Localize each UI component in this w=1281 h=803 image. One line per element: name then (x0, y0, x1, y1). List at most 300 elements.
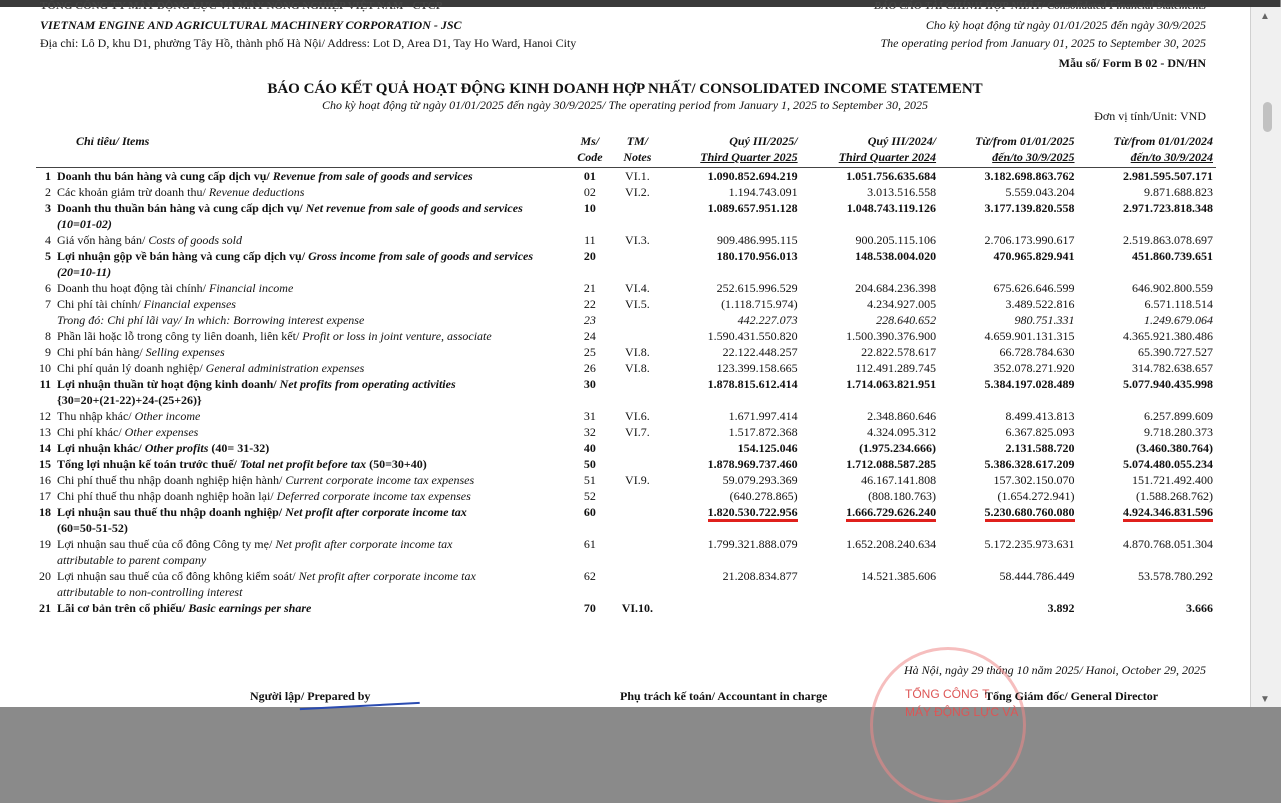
item-formula: {30=20+(21-22)+24-(25+26)} (57, 393, 202, 407)
table-row (36, 568, 1216, 600)
q3-2024-cell (801, 440, 939, 456)
row-number: 19 (39, 537, 51, 551)
item-label-vn: Lợi nhuận thuần từ hoạt động kinh doanh/ (57, 377, 277, 391)
q3-2024-cell (801, 456, 939, 472)
table-row (36, 504, 1216, 536)
item-label-vn: Giá vốn hàng bán/ (57, 233, 146, 247)
row-number: 11 (39, 377, 51, 391)
q3-2024-cell-value: 1.500.390.376.900 (846, 329, 937, 343)
q3-2025-cell-value: 59.079.293.369 (722, 473, 798, 487)
code-cell-value: 51 (583, 473, 596, 487)
ytd-2024-cell (1078, 408, 1216, 424)
q3-2024-cell (801, 184, 939, 200)
ytd-2024-cell (1078, 536, 1216, 568)
q3-2025-cell-value: 1.671.997.414 (728, 409, 798, 423)
ytd-2025-cell (939, 312, 1077, 328)
ytd-2025-cell (939, 504, 1077, 536)
ytd-2024-cell (1078, 472, 1216, 488)
ytd-2025-cell-value: 8.499.413.813 (1005, 409, 1075, 423)
q3-2024-cell-value: 46.167.141.808 (861, 473, 937, 487)
q3-2024-cell-value: 228.640.652 (876, 313, 937, 327)
ytd-2025-cell-value: 4.659.901.131.315 (984, 329, 1075, 343)
row-number: 15 (39, 457, 51, 471)
q3-2024-cell (801, 360, 939, 376)
code-cell (567, 568, 612, 600)
item-formula: (10=01-02) (57, 217, 112, 231)
q3-2024-cell (801, 344, 939, 360)
ytd-2025-cell (939, 328, 1077, 344)
code-cell-value: 02 (583, 185, 596, 199)
prepared-by-label: Người lập/ Prepared by (250, 689, 371, 703)
q3-2025-cell (662, 232, 800, 248)
q3-2025-cell (662, 456, 800, 472)
header-notes: TM/ Notes (623, 134, 652, 164)
q3-2025-cell (662, 184, 800, 200)
q3-2025-cell (662, 360, 800, 376)
q3-2024-cell (801, 472, 939, 488)
ytd-2024-cell (1078, 488, 1216, 504)
ytd-2024-cell-value: 9.871.688.823 (1144, 185, 1213, 199)
q3-2024-cell-value: 1.652.208.240.634 (846, 537, 937, 551)
accountant-label: Phụ trách kế toán/ Accountant in charge (620, 689, 828, 703)
ytd-2025-cell-value: 5.172.235.973.631 (984, 537, 1075, 551)
item-label-vn: Lợi nhuận khác/ (57, 441, 142, 455)
notes-cell (613, 344, 663, 360)
notes-cell (613, 296, 663, 312)
ytd-2025-cell (939, 232, 1077, 248)
row-item-name (54, 536, 567, 568)
q3-2024-cell-value: 22.822.578.617 (861, 345, 937, 359)
notes-cell-value: VI.1. (625, 169, 650, 183)
row-item-name (54, 600, 567, 616)
table-row (36, 376, 1216, 408)
item-label-vn: Doanh thu bán hàng và cung cấp dịch vụ/ (57, 169, 270, 183)
code-cell (567, 232, 612, 248)
item-label-en: Financial income (205, 281, 294, 295)
code-cell-value: 23 (583, 313, 596, 327)
notes-cell-value: VI.9. (625, 473, 650, 487)
table-row (36, 248, 1216, 280)
q3-2025-cell-value: 1.878.815.612.414 (707, 377, 798, 391)
q3-2025-cell-value: (640.278.865) (729, 489, 798, 503)
q3-2024-cell (801, 568, 939, 600)
ytd-2025-cell (939, 296, 1077, 312)
scroll-up-arrow-icon[interactable]: ▲ (1260, 11, 1270, 22)
ytd-2025-cell (939, 344, 1077, 360)
item-label-en: Gross income from sale of goods and services (305, 249, 534, 263)
q3-2024-cell-value: 1.714.063.821.951 (846, 377, 937, 391)
item-label-en: Revenue from sale of goods and services (269, 169, 473, 183)
item-label-vn: Lợi nhuận sau thuế thu nhập doanh nghiệp/ (57, 505, 283, 519)
row-item-name (54, 296, 567, 312)
company-name-vn: TỔNG CÔNG TY MÁY ĐỘNG LỰC VÀ MÁY NÔNG NGHIỆP VIỆT NAM - CTCP (40, 0, 443, 12)
table-body (36, 168, 1216, 617)
ytd-2025-cell-value: 58.444.786.449 (999, 569, 1075, 583)
item-label-vn: Lợi nhuận sau thuế của cổ đông Công ty mẹ/ (57, 537, 273, 551)
ytd-2025-cell-value: 157.302.150.070 (993, 473, 1075, 487)
ytd-2025-cell (939, 440, 1077, 456)
code-cell (567, 536, 612, 568)
notes-cell (613, 488, 663, 504)
ytd-2024-cell (1078, 328, 1216, 344)
row-item-name (54, 504, 567, 536)
notes-cell (613, 200, 663, 232)
code-cell (567, 184, 612, 200)
code-cell-value: 50 (583, 457, 596, 471)
ytd-2024-cell-value: (1.588.268.762) (1136, 489, 1213, 503)
item-formula: (40= 31-32) (208, 441, 270, 455)
header-ytd-2024: Từ/from 01/01/2024 đến/to 30/9/2024 (1113, 134, 1213, 164)
item-formula: (60=50-51-52) (57, 521, 128, 535)
item-label-en: Deferred corporate income tax expenses (273, 489, 471, 503)
code-cell (567, 168, 612, 185)
ytd-2024-cell (1078, 168, 1216, 185)
item-label-en: Selling expenses (142, 345, 225, 359)
q3-2025-cell (662, 376, 800, 408)
code-cell-value: 31 (583, 409, 596, 423)
item-label-vn: Chi phí thuế thu nhập doanh nghiệp hiện hành/ (57, 473, 283, 487)
item-label-en: Profit or loss in joint venture, associate (299, 329, 492, 343)
ytd-2024-cell-value: 151.721.492.400 (1132, 473, 1213, 487)
ytd-2024-cell-value: 6.571.118.514 (1144, 297, 1213, 311)
q3-2025-cell (662, 248, 800, 280)
code-cell-value: 21 (583, 281, 596, 295)
ytd-2025-cell (939, 360, 1077, 376)
header-ytd-2025: Từ/from 01/01/2025 đến/to 30/9/2025 (974, 134, 1075, 164)
ytd-2025-cell-value: 675.626.646.599 (993, 281, 1075, 295)
q3-2024-cell (801, 248, 939, 280)
code-cell-value: 24 (583, 329, 596, 343)
ytd-2025-cell (939, 536, 1077, 568)
table-row (36, 328, 1216, 344)
item-label-vn: Chi phí tài chính/ (57, 297, 141, 311)
item-formula: (20=10-11) (57, 265, 112, 279)
q3-2025-cell-value: 1.820.530.722.956 (708, 505, 798, 522)
q3-2025-cell-value: 1.799.321.888.079 (707, 537, 798, 551)
row-number: 4 (45, 233, 51, 247)
ytd-2024-cell (1078, 360, 1216, 376)
q3-2025-cell (662, 344, 800, 360)
ytd-2025-cell (939, 456, 1077, 472)
item-label-vn: Doanh thu thuần bán hàng và cung cấp dịch vụ/ (57, 201, 303, 215)
notes-cell (613, 328, 663, 344)
notes-cell-value: VI.10. (621, 601, 654, 615)
period-en: The operating period from January 01, 2025 to September 30, 2025 (880, 36, 1206, 50)
q3-2025-cell (662, 600, 800, 616)
row-number: 13 (39, 425, 51, 439)
code-cell-value: 52 (583, 489, 596, 503)
code-cell-value: 30 (583, 377, 596, 391)
q3-2025-cell (662, 440, 800, 456)
company-name-en: VIETNAM ENGINE AND AGRICULTURAL MACHINERY CORPORATION - JSC (40, 18, 462, 32)
notes-cell-value: VI.3. (625, 233, 650, 247)
ytd-2025-cell (939, 280, 1077, 296)
q3-2025-cell-value: 1.517.872.368 (728, 425, 798, 439)
ytd-2025-cell-value: 3.182.698.863.762 (984, 169, 1075, 183)
item-label-vn: Chi phí khác/ (57, 425, 122, 439)
notes-cell (613, 600, 663, 616)
q3-2025-cell (662, 488, 800, 504)
row-item-name (54, 376, 567, 408)
ytd-2024-cell-value: 2.519.863.078.697 (1123, 233, 1213, 247)
company-seal (870, 647, 1026, 803)
q3-2024-cell-value: 1.712.088.587.285 (846, 457, 937, 471)
scroll-down-arrow-icon[interactable]: ▼ (1260, 694, 1270, 705)
ytd-2024-cell (1078, 344, 1216, 360)
item-label-en: Current corporate income tax expenses (282, 473, 475, 487)
q3-2024-cell (801, 376, 939, 408)
q3-2024-cell-value: 2.348.860.646 (867, 409, 937, 423)
q3-2024-cell-value: 112.491.289.745 (855, 361, 937, 375)
notes-cell-value: VI.4. (625, 281, 650, 295)
row-item-name (54, 456, 567, 472)
row-number: 6 (45, 281, 51, 295)
ytd-2024-cell (1078, 184, 1216, 200)
q3-2024-cell-value: 14.521.385.606 (861, 569, 937, 583)
q3-2025-cell (662, 328, 800, 344)
row-item-name (54, 344, 567, 360)
code-cell (567, 376, 612, 408)
code-cell-value: 61 (583, 537, 596, 551)
q3-2024-cell-value: 1.048.743.119.126 (846, 201, 937, 215)
code-cell (567, 312, 612, 328)
row-number: 2 (45, 185, 51, 199)
row-item-name (54, 168, 567, 185)
ytd-2024-cell-value: 1.249.679.064 (1144, 313, 1213, 327)
q3-2024-cell (801, 488, 939, 504)
q3-2025-cell (662, 472, 800, 488)
period-vn: Cho kỳ hoạt động từ ngày 01/01/2025 đến ngày 30/9/2025 (925, 18, 1206, 32)
q3-2024-cell (801, 280, 939, 296)
ytd-2024-cell (1078, 568, 1216, 600)
unit-label: Đơn vị tính/Unit: VND (1094, 109, 1206, 123)
ytd-2025-cell-value: 3.177.139.820.558 (984, 201, 1075, 215)
row-number: 5 (45, 249, 51, 263)
form-number: Mẫu số/ Form B 02 - DN/HN (1058, 56, 1206, 70)
ytd-2025-cell-value: 5.230.680.760.080 (985, 505, 1075, 522)
q3-2024-cell-value: 1.666.729.626.240 (846, 505, 936, 522)
table-row (36, 600, 1216, 616)
row-number: 21 (39, 601, 51, 615)
q3-2025-cell (662, 424, 800, 440)
q3-2025-cell-value: 1.089.657.951.128 (707, 201, 798, 215)
notes-cell (613, 312, 663, 328)
code-cell (567, 328, 612, 344)
ytd-2025-cell (939, 376, 1077, 408)
q3-2025-cell-value: 22.122.448.257 (722, 345, 798, 359)
ytd-2024-cell-value: 2.981.595.507.171 (1123, 169, 1213, 183)
ytd-2024-cell-value: 4.870.768.051.304 (1123, 537, 1213, 551)
q3-2024-cell-value: 900.205.115.106 (855, 233, 937, 247)
q3-2025-cell-value: 909.486.995.115 (717, 233, 798, 247)
report-subtitle: Cho kỳ hoạt động từ ngày 01/01/2025 đến ngày 30/9/2025/ The operating period from January 1, 2025 to September 30, 2025 (321, 98, 929, 112)
header-q3-2024: Quý III/2024/ Third Quarter 2024 (838, 134, 937, 164)
ytd-2024-cell-value: 3.666 (1186, 601, 1213, 615)
ytd-2024-cell-value: (3.460.380.764) (1136, 441, 1213, 455)
ytd-2025-cell-value: 5.384.197.028.489 (984, 377, 1075, 391)
report-type-header: BÁO CÁO TÀI CHÍNH HỢP NHẤT/ Consolidated Financial Statements (873, 0, 1206, 12)
code-cell (567, 424, 612, 440)
ytd-2025-cell-value: 6.367.825.093 (1005, 425, 1075, 439)
code-cell (567, 440, 612, 456)
row-number: 16 (39, 473, 51, 487)
ytd-2024-cell (1078, 200, 1216, 232)
ytd-2024-cell-value: 5.077.940.435.998 (1123, 377, 1213, 391)
item-label-en: Net profit after corporate income tax (272, 537, 453, 551)
ytd-2024-cell-value: 2.971.723.818.348 (1123, 201, 1213, 215)
ytd-2024-cell-value: 451.860.739.651 (1132, 249, 1213, 263)
ytd-2025-cell (939, 424, 1077, 440)
q3-2025-cell-value: 21.208.834.877 (722, 569, 798, 583)
item-label-vn: Trong đó: Chi phí lãi vay/ In which: Borrowing interest expense (57, 313, 365, 327)
item-label-en: Financial expenses (140, 297, 236, 311)
vertical-scrollbar[interactable] (1250, 7, 1281, 707)
notes-cell (613, 280, 663, 296)
code-cell-value: 70 (583, 601, 596, 615)
notes-cell (613, 536, 663, 568)
ytd-2024-cell (1078, 312, 1216, 328)
ytd-2025-cell (939, 248, 1077, 280)
q3-2024-cell-value: 4.324.095.312 (867, 425, 937, 439)
item-label-en: Other expenses (121, 425, 199, 439)
q3-2025-cell-value: 1.090.852.694.219 (707, 169, 798, 183)
notes-cell (613, 472, 663, 488)
notes-cell-value: VI.7. (625, 425, 650, 439)
row-item-name (54, 488, 567, 504)
ytd-2024-cell (1078, 280, 1216, 296)
item-label-en: Net revenue from sale of goods and services (302, 201, 523, 215)
q3-2024-cell-value: (1.975.234.666) (859, 441, 937, 455)
header-no (36, 131, 54, 168)
ytd-2025-cell (939, 408, 1077, 424)
item-formula: attributable to non-controlling interest (57, 585, 243, 599)
code-cell-value: 40 (583, 441, 596, 455)
row-number: 9 (45, 345, 51, 359)
ytd-2025-cell-value: 980.751.331 (1014, 313, 1075, 327)
code-cell (567, 280, 612, 296)
q3-2025-cell (662, 168, 800, 185)
signature-stroke (300, 702, 420, 718)
scrollbar-thumb[interactable] (1263, 102, 1272, 132)
ytd-2024-cell-value: 5.074.480.055.234 (1123, 457, 1213, 471)
ytd-2024-cell (1078, 248, 1216, 280)
notes-cell (613, 568, 663, 600)
ytd-2024-cell-value: 65.390.727.527 (1138, 345, 1213, 359)
q3-2024-cell-value: 4.234.927.005 (867, 297, 937, 311)
ytd-2025-cell-value: (1.654.272.941) (997, 489, 1075, 503)
table-row (36, 424, 1216, 440)
income-statement-table (36, 131, 1216, 616)
ytd-2024-cell (1078, 456, 1216, 472)
q3-2025-cell (662, 296, 800, 312)
code-cell-value: 10 (583, 201, 596, 215)
code-cell (567, 200, 612, 232)
item-label-vn: Chi phí bán hàng/ (57, 345, 143, 359)
q3-2025-cell (662, 200, 800, 232)
q3-2024-cell (801, 312, 939, 328)
q3-2024-cell (801, 328, 939, 344)
code-cell-value: 62 (583, 569, 596, 583)
q3-2025-cell-value: 1.878.969.737.460 (707, 457, 798, 471)
header-items: Chỉ tiêu/ Items (76, 134, 150, 148)
q3-2024-cell (801, 424, 939, 440)
item-label-vn: Chi phí quản lý doanh nghiệp/ (57, 361, 203, 375)
item-label-vn: Chi phí thuế thu nhập doanh nghiệp hoãn lại/ (57, 489, 274, 503)
q3-2024-cell (801, 232, 939, 248)
ytd-2025-cell-value: 3.489.522.816 (1005, 297, 1075, 311)
q3-2025-cell (662, 408, 800, 424)
ytd-2025-cell (939, 568, 1077, 600)
row-item-name (54, 472, 567, 488)
ytd-2024-cell (1078, 232, 1216, 248)
ytd-2024-cell (1078, 600, 1216, 616)
row-number (36, 312, 54, 328)
code-cell (567, 344, 612, 360)
table-row (36, 232, 1216, 248)
q3-2024-cell (801, 536, 939, 568)
ytd-2024-cell (1078, 504, 1216, 536)
q3-2024-cell (801, 168, 939, 185)
q3-2024-cell-value: 148.538.004.020 (855, 249, 937, 263)
row-number: 17 (39, 489, 51, 503)
director-label: Tổng Giám đốc/ General Director (985, 689, 1159, 703)
ytd-2024-cell (1078, 440, 1216, 456)
item-label-en: Revenue deductions (205, 185, 305, 199)
code-cell (567, 408, 612, 424)
row-item-name (54, 328, 567, 344)
table-row (36, 536, 1216, 568)
ytd-2025-cell-value: 352.078.271.920 (993, 361, 1075, 375)
code-cell (567, 360, 612, 376)
ytd-2024-cell (1078, 376, 1216, 408)
code-cell (567, 456, 612, 472)
row-item-name (54, 408, 567, 424)
report-title: BÁO CÁO KẾT QUẢ HOẠT ĐỘNG KINH DOANH HỢP NHẤT/ CONSOLIDATED INCOME STATEMENT (267, 81, 983, 97)
ytd-2025-cell (939, 184, 1077, 200)
ytd-2024-cell-value: 53.578.780.292 (1138, 569, 1213, 583)
notes-cell (613, 456, 663, 472)
item-label-en: Net profits from operating activities (276, 377, 456, 391)
code-cell (567, 488, 612, 504)
notes-cell-value: VI.8. (625, 361, 650, 375)
ytd-2025-cell-value: 470.965.829.941 (993, 249, 1075, 263)
q3-2024-cell (801, 408, 939, 424)
seal-text-1: TỔNG CÔNG T (905, 687, 990, 701)
code-cell-value: 25 (583, 345, 596, 359)
table-row (36, 360, 1216, 376)
row-item-name (54, 248, 567, 280)
notes-cell (613, 424, 663, 440)
item-label-en: General administration expenses (202, 361, 365, 375)
item-label-en: Total net profit before tax (236, 457, 367, 471)
table-row (36, 344, 1216, 360)
ytd-2025-cell (939, 168, 1077, 185)
notes-cell (613, 360, 663, 376)
q3-2025-cell-value: 123.399.158.665 (716, 361, 798, 375)
row-item-name (54, 280, 567, 296)
ytd-2025-cell (939, 488, 1077, 504)
row-number: 12 (39, 409, 51, 423)
q3-2025-cell (662, 280, 800, 296)
row-number: 14 (39, 441, 51, 455)
row-item-name (54, 184, 567, 200)
code-cell (567, 600, 612, 616)
q3-2024-cell (801, 200, 939, 232)
q3-2025-cell-value: 1.194.743.091 (728, 185, 798, 199)
row-number: 10 (39, 361, 51, 375)
code-cell-value: 32 (583, 425, 596, 439)
code-cell-value: 60 (583, 505, 596, 519)
